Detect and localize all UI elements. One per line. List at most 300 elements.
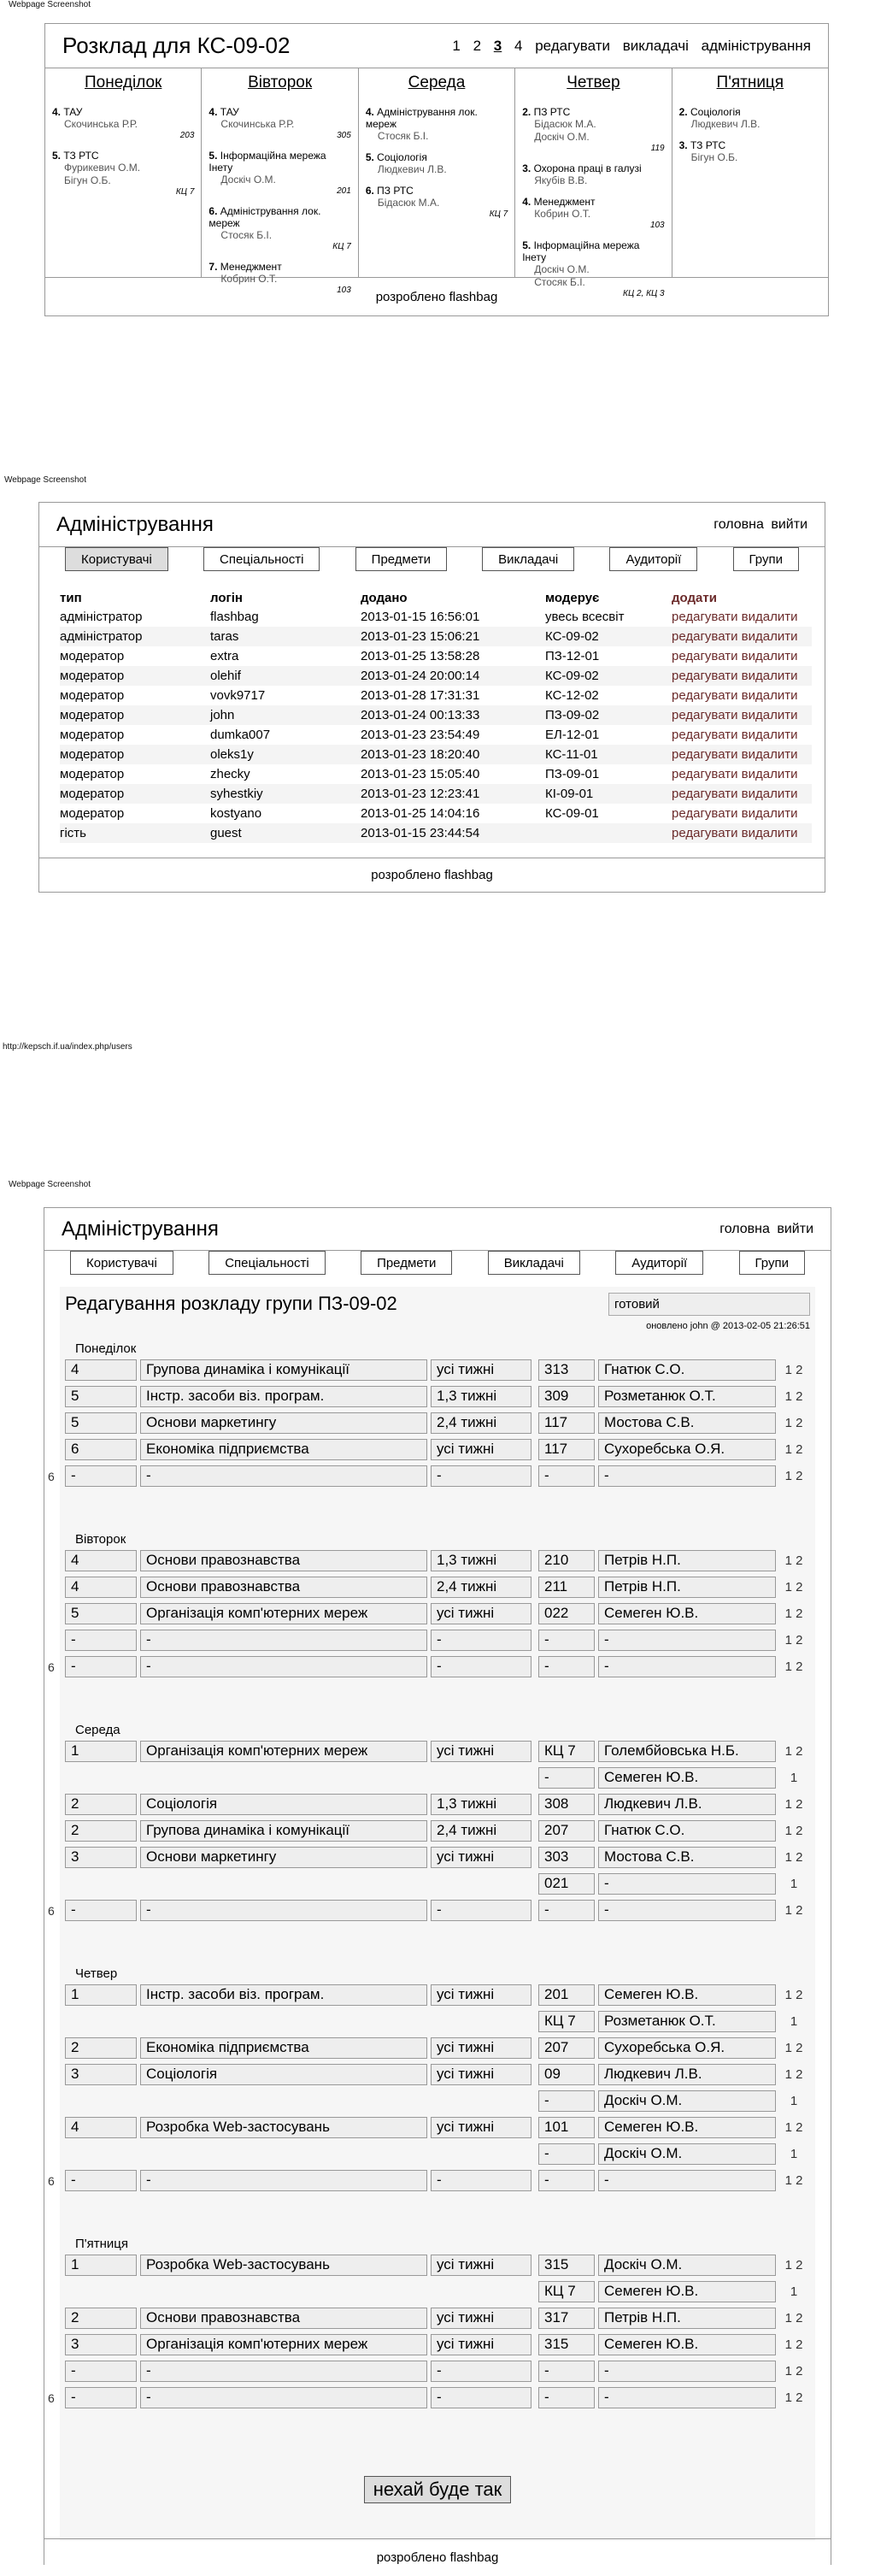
subject-field[interactable]: Економіка підприємства [140, 1439, 427, 1460]
subject-field[interactable]: - [140, 1465, 427, 1487]
room-field[interactable]: - [538, 1900, 595, 1921]
row-index: 6 [48, 2173, 55, 2188]
room-field[interactable]: - [538, 1767, 595, 1789]
week-toggle[interactable]: 1 2 [784, 1903, 803, 1918]
lesson-teacher: Стосяк Б.І. [534, 276, 585, 288]
tab-3[interactable]: Предмети [361, 1251, 452, 1275]
tab-3[interactable]: Предмети [355, 547, 447, 571]
tab-2[interactable]: Спеціальності [208, 1251, 325, 1275]
room-field[interactable]: - [538, 1465, 595, 1487]
user-cell: 2013-01-15 23:44:54 [361, 823, 545, 843]
room-field[interactable]: - [538, 1630, 595, 1651]
room-field[interactable]: - [538, 2170, 595, 2191]
week-toggle[interactable]: 1 2 [784, 1744, 803, 1759]
day-column [515, 68, 672, 298]
week-toggle[interactable]: 1 2 [784, 1580, 803, 1595]
subject-field[interactable]: Основи маркетингу [140, 1412, 427, 1434]
period-field[interactable]: 2 [65, 1820, 137, 1842]
weeks-field[interactable]: усі тижні [431, 2255, 531, 2276]
period-field[interactable]: - [65, 2361, 137, 2382]
page-link-4[interactable]: 4 [514, 37, 523, 54]
teacher-field[interactable]: Розметанюк О.Т. [598, 2011, 776, 2032]
lesson [679, 139, 821, 164]
lesson-subject: ТАУ [63, 106, 83, 118]
teacher-field[interactable]: Мостова С.В. [598, 1412, 776, 1434]
delete-user-link[interactable]: видалити [741, 767, 798, 781]
teacher-field[interactable]: Семеген Ю.В. [598, 2281, 776, 2302]
teacher-field[interactable]: Гнатюк С.О. [598, 1359, 776, 1381]
day-title: Понеділок [85, 74, 162, 91]
delete-user-link[interactable]: видалити [741, 728, 798, 742]
period-field[interactable]: - [65, 1900, 137, 1921]
user-cell: адміністратор [60, 610, 143, 624]
delete-user-link[interactable]: видалити [741, 649, 798, 663]
week-toggle[interactable]: 1 2 [784, 2041, 803, 2055]
room-field[interactable]: КЦ 7 [538, 2281, 595, 2302]
week-toggle[interactable]: 1 2 [784, 1553, 803, 1568]
teacher-field[interactable]: Семеген Ю.В. [598, 2334, 776, 2355]
week-toggle[interactable]: 1 2 [784, 2067, 803, 2082]
logout-link[interactable]: вийти [771, 516, 807, 532]
user-row [60, 764, 812, 784]
teacher-field[interactable]: Доскіч О.М. [598, 2090, 776, 2112]
room-field[interactable]: - [538, 2387, 595, 2408]
week-toggle[interactable]: 1 [790, 2284, 798, 2299]
lesson-row [60, 2061, 815, 2088]
weeks-field[interactable]: - [431, 2387, 531, 2408]
week-toggle[interactable]: 1 2 [784, 2390, 803, 2405]
lesson-row [60, 2331, 815, 2358]
teacher-field[interactable]: Мостова С.В. [598, 1847, 776, 1868]
period-field[interactable]: 4 [65, 1550, 137, 1571]
day-title: Четвер [75, 1966, 118, 1981]
edit-user-link[interactable]: редагувати [672, 728, 738, 742]
room-field[interactable]: 317 [538, 2308, 595, 2329]
lesson-number: 3. [522, 162, 531, 174]
weeks-field[interactable]: усі тижні [431, 2334, 531, 2355]
tab-5[interactable]: Аудиторії [615, 1251, 703, 1275]
subject-field[interactable]: - [140, 2387, 427, 2408]
weeks-field[interactable]: усі тижні [431, 1439, 531, 1460]
delete-user-link[interactable]: видалити [741, 688, 798, 703]
week-toggle[interactable]: 1 2 [784, 2120, 803, 2135]
teacher-field[interactable]: Семеген Ю.В. [598, 1984, 776, 2006]
teacher-field[interactable]: - [598, 1465, 776, 1487]
page-link-2[interactable]: 2 [473, 37, 482, 54]
room-field[interactable]: 09 [538, 2064, 595, 2085]
subject-field [140, 1873, 427, 1895]
user-row [60, 705, 812, 725]
teacher-field[interactable]: Петрів Н.П. [598, 1550, 776, 1571]
week-toggle[interactable]: 1 [790, 1877, 798, 1891]
lesson-row [48, 1463, 815, 1489]
week-toggle[interactable]: 1 2 [784, 1469, 803, 1483]
weeks-field[interactable]: 1,3 тижні [431, 1550, 531, 1571]
weeks-field[interactable]: - [431, 1656, 531, 1677]
user-cell: taras [210, 627, 361, 646]
user-cell: модератор [60, 688, 125, 703]
subject-field[interactable]: Основи правознавства [140, 1577, 427, 1598]
day-title: Вівторок [248, 74, 313, 91]
period-field[interactable]: 5 [65, 1603, 137, 1624]
room-field[interactable]: 117 [538, 1439, 595, 1460]
lesson-teacher: Доскіч О.М. [534, 131, 590, 143]
lesson-row [60, 2141, 815, 2167]
page-link-3[interactable]: 3 [493, 37, 502, 54]
teacher-field[interactable]: Людкевич Л.В. [598, 1794, 776, 1815]
teacher-field[interactable]: Гнатюк С.О. [598, 1820, 776, 1842]
room-field[interactable]: КЦ 7 [538, 1741, 595, 1762]
period-field[interactable]: 4 [65, 1359, 137, 1381]
delete-user-link[interactable]: видалити [741, 826, 798, 840]
teacher-field[interactable]: Сухоребська О.Я. [598, 1439, 776, 1460]
lesson-row [60, 1410, 815, 1436]
subject-field[interactable]: Економіка підприємства [140, 2037, 427, 2059]
subject-field[interactable]: Організація комп'ютерних мереж [140, 1741, 427, 1762]
week-toggle[interactable]: 1 2 [784, 2173, 803, 2188]
weeks-field[interactable]: усі тижні [431, 2064, 531, 2085]
room-field[interactable]: - [538, 2143, 595, 2165]
period-field[interactable]: 1 [65, 2255, 137, 2276]
room-field[interactable]: 315 [538, 2255, 595, 2276]
lesson-room: КЦ 7 [175, 187, 195, 197]
user-row [60, 804, 812, 823]
tab-2[interactable]: Спеціальності [203, 547, 320, 571]
subject-field[interactable]: Основи правознавства [140, 2308, 427, 2329]
lesson-teacher: Фурикевич О.М. [64, 162, 141, 174]
tab-6[interactable]: Групи [733, 547, 799, 571]
user-actions [672, 745, 812, 764]
edit-user-link[interactable]: редагувати [672, 767, 738, 781]
period-field[interactable]: 1 [65, 1741, 137, 1762]
lesson-row [48, 2167, 815, 2194]
updated-info: оновлено john @ 2013-02-05 21:26:51 [646, 1321, 810, 1331]
period-field[interactable]: 1 [65, 1984, 137, 2006]
user-cell: 2013-01-24 00:13:33 [361, 705, 545, 725]
teacher-field[interactable]: Семеген Ю.В. [598, 2117, 776, 2138]
week-toggle[interactable]: 1 2 [784, 1606, 803, 1621]
teacher-field[interactable]: Доскіч О.М. [598, 2255, 776, 2276]
user-cell: увесь всесвіт [545, 610, 625, 624]
period-field[interactable]: 2 [65, 1794, 137, 1815]
edit-user-link[interactable]: редагувати [672, 610, 738, 624]
period-field[interactable]: - [65, 2170, 137, 2191]
teacher-field[interactable]: - [598, 1656, 776, 1677]
delete-user-link[interactable]: видалити [741, 629, 798, 644]
teacher-field[interactable]: - [598, 1900, 776, 1921]
week-toggle[interactable]: 1 [790, 1771, 798, 1785]
weeks-field[interactable]: - [431, 1465, 531, 1487]
period-field[interactable]: - [65, 1465, 137, 1487]
lesson-row [48, 1897, 815, 1924]
home-link[interactable]: головна [714, 516, 764, 532]
period-field[interactable]: 5 [65, 1386, 137, 1407]
teacher-field[interactable]: Петрів Н.П. [598, 1577, 776, 1598]
subject-field[interactable]: - [140, 2361, 427, 2382]
subject-field[interactable]: Основи правознавства [140, 1550, 427, 1571]
subject-field[interactable]: Розробка Web-застосувань [140, 2255, 427, 2276]
teacher-field[interactable]: - [598, 1873, 776, 1895]
weeks-field[interactable]: - [431, 2361, 531, 2382]
weeks-field[interactable]: 1,3 тижні [431, 1794, 531, 1815]
lesson [366, 151, 508, 176]
tab-4[interactable]: Викладачі [482, 547, 574, 571]
week-toggle[interactable]: 1 2 [784, 1416, 803, 1430]
user-row [60, 745, 812, 764]
user-cell: 2013-01-24 20:00:14 [361, 666, 545, 686]
week-toggle[interactable]: 1 2 [784, 1389, 803, 1404]
week-toggle[interactable]: 1 2 [784, 1442, 803, 1457]
edit-user-link[interactable]: редагувати [672, 688, 738, 703]
period-field[interactable]: - [65, 2387, 137, 2408]
user-cell: 2013-01-23 15:05:40 [361, 767, 480, 781]
weeks-field[interactable]: 2,4 тижні [431, 1577, 531, 1598]
col-type: тип [60, 590, 82, 605]
teacher-field[interactable]: Доскіч О.М. [598, 2143, 776, 2165]
subject-field[interactable]: Соціологія [140, 2064, 427, 2085]
teacher-field[interactable]: Семеген Ю.В. [598, 1767, 776, 1789]
room-field[interactable]: - [538, 1656, 595, 1677]
week-toggle[interactable]: 1 2 [784, 1824, 803, 1838]
delete-user-link[interactable]: видалити [741, 806, 798, 821]
lesson-row [60, 1738, 815, 1765]
tab-6[interactable]: Групи [739, 1251, 805, 1275]
weeks-field[interactable]: усі тижні [431, 2308, 531, 2329]
room-field[interactable]: 309 [538, 1386, 595, 1407]
period-field[interactable]: 4 [65, 2117, 137, 2138]
week-toggle[interactable]: 1 2 [784, 1363, 803, 1377]
logout-link[interactable]: вийти [777, 1221, 813, 1236]
subject-field[interactable]: Групова динаміка і комунікації [140, 1359, 427, 1381]
subject-field[interactable]: Інстр. засоби віз. програм. [140, 1984, 427, 2006]
weeks-field[interactable]: - [431, 1630, 531, 1651]
tab-4[interactable]: Викладачі [488, 1251, 580, 1275]
subject-field[interactable]: Основи маркетингу [140, 1847, 427, 1868]
edit-user-link[interactable]: редагувати [672, 826, 738, 840]
lesson-number: 4. [52, 106, 62, 118]
week-toggle[interactable]: 1 2 [784, 1988, 803, 2002]
lesson [208, 261, 350, 296]
room-field[interactable]: 313 [538, 1359, 595, 1381]
teacher-field[interactable]: Людкевич Л.В. [598, 2064, 776, 2085]
week-toggle[interactable]: 1 2 [784, 2311, 803, 2325]
room-field[interactable]: 207 [538, 1820, 595, 1842]
subject-field[interactable]: Інстр. засоби віз. програм. [140, 1386, 427, 1407]
edit-user-link[interactable]: редагувати [672, 747, 738, 762]
lesson-teacher: Якубів В.В. [534, 174, 588, 186]
teacher-field[interactable]: Семеген Ю.В. [598, 1603, 776, 1624]
subject-field[interactable]: Соціологія [140, 1794, 427, 1815]
tab-1[interactable]: Користувачі [70, 1251, 173, 1275]
week-toggle[interactable]: 1 2 [784, 2337, 803, 2352]
room-field[interactable]: 303 [538, 1847, 595, 1868]
room-field[interactable]: 021 [538, 1873, 595, 1895]
lesson-teacher: Бігун О.Б. [64, 174, 111, 186]
subject-field[interactable]: - [140, 1656, 427, 1677]
user-row [60, 725, 812, 745]
edit-user-link[interactable]: редагувати [672, 708, 738, 722]
subject-field [140, 2011, 427, 2032]
period-field[interactable]: - [65, 1656, 137, 1677]
lesson-number: 5. [522, 239, 531, 251]
lesson [522, 106, 664, 154]
lesson-room: КЦ 7 [332, 242, 351, 251]
subject-field[interactable]: Групова динаміка і комунікації [140, 1820, 427, 1842]
edit-user-link[interactable]: редагувати [672, 806, 738, 821]
save-button[interactable]: нехай буде так [364, 2476, 512, 2503]
room-field[interactable]: 022 [538, 1603, 595, 1624]
admin-users-panel [38, 502, 825, 893]
lesson-row [60, 1982, 815, 2008]
week-toggle[interactable]: 1 2 [784, 1633, 803, 1648]
week-toggle[interactable]: 1 [790, 2014, 798, 2029]
weeks-field[interactable]: - [431, 2170, 531, 2191]
teacher-field[interactable]: - [598, 2387, 776, 2408]
week-toggle[interactable]: 1 2 [784, 1850, 803, 1865]
weeks-field [431, 1767, 531, 1789]
period-field[interactable]: 3 [65, 2064, 137, 2085]
period-field[interactable]: - [65, 1630, 137, 1651]
lesson-subject: Менеджмент [533, 196, 596, 208]
delete-user-link[interactable]: видалити [741, 610, 798, 624]
teacher-field[interactable]: - [598, 2361, 776, 2382]
edit-user-link[interactable]: редагувати [672, 629, 738, 644]
subject-field[interactable]: - [140, 1900, 427, 1921]
lesson-row [60, 2278, 815, 2305]
lesson [522, 239, 664, 299]
lesson-row [60, 2114, 815, 2141]
add-user-link[interactable]: додати [672, 590, 717, 605]
period-field[interactable]: 3 [65, 1847, 137, 1868]
user-cell: ПЗ-09-01 [545, 767, 600, 781]
user-cell: 2013-01-25 14:04:16 [361, 806, 480, 821]
teacher-field[interactable]: Петрів Н.П. [598, 2308, 776, 2329]
teacher-field[interactable]: - [598, 2170, 776, 2191]
edit-user-link[interactable]: редагувати [672, 649, 738, 663]
lesson-room: 201 [337, 186, 351, 196]
lesson-number: 4. [522, 196, 531, 208]
subject-field[interactable]: Організація комп'ютерних мереж [140, 1603, 427, 1624]
week-toggle[interactable]: 1 2 [784, 2258, 803, 2272]
weeks-field[interactable]: усі тижні [431, 1847, 531, 1868]
day-block [48, 1719, 815, 1963]
room-field[interactable]: 308 [538, 1794, 595, 1815]
weeks-field[interactable]: 2,4 тижні [431, 1820, 531, 1842]
edit-user-link[interactable]: редагувати [672, 669, 738, 683]
room-field[interactable]: 117 [538, 1412, 595, 1434]
lesson-row [60, 1600, 815, 1627]
lesson-title [52, 106, 194, 118]
teacher-field[interactable]: Розметанюк О.Т. [598, 1386, 776, 1407]
room-field[interactable]: 210 [538, 1550, 595, 1571]
week-toggle[interactable]: 1 [790, 2147, 798, 2161]
room-field[interactable]: 201 [538, 1984, 595, 2006]
weeks-field[interactable]: усі тижні [431, 2117, 531, 2138]
status-field[interactable] [608, 1293, 810, 1316]
edit-user-link[interactable]: редагувати [672, 787, 738, 801]
week-toggle[interactable]: 1 2 [784, 2364, 803, 2379]
user-cell: КС-09-01 [545, 806, 599, 821]
day-block [48, 2233, 815, 2450]
weeks-field[interactable]: 2,4 тижні [431, 1412, 531, 1434]
admin-link[interactable]: адміністрування [701, 37, 811, 54]
subject-field[interactable]: Організація комп'ютерних мереж [140, 2334, 427, 2355]
period-field[interactable]: 4 [65, 1577, 137, 1598]
lesson-title [366, 151, 508, 163]
delete-user-link[interactable]: видалити [741, 747, 798, 762]
period-field[interactable]: 3 [65, 2334, 137, 2355]
weeks-field[interactable]: усі тижні [431, 1359, 531, 1381]
period-field[interactable]: 5 [65, 1412, 137, 1434]
lesson-title [208, 261, 350, 273]
weeks-field[interactable]: усі тижні [431, 2037, 531, 2059]
period-field [65, 2281, 137, 2302]
lesson-row [60, 2035, 815, 2061]
user-cell: 2013-01-15 16:56:01 [361, 610, 480, 624]
room-field[interactable]: 207 [538, 2037, 595, 2059]
room-field[interactable]: - [538, 2361, 595, 2382]
tab-5[interactable]: Аудиторії [609, 547, 697, 571]
home-link[interactable]: головна [719, 1221, 770, 1236]
user-cell: гість [60, 823, 210, 843]
teacher-field[interactable]: Голембйовська Н.Б. [598, 1741, 776, 1762]
delete-user-link[interactable]: видалити [741, 669, 798, 683]
lesson-room: 203 [179, 131, 195, 140]
weeks-field[interactable]: 1,3 тижні [431, 1386, 531, 1407]
edit-link[interactable]: редагувати [535, 37, 611, 54]
user-actions [672, 784, 812, 804]
lesson-subject: Соціологія [690, 106, 741, 118]
room-field[interactable]: КЦ 7 [538, 2011, 595, 2032]
lesson-row [60, 1436, 815, 1463]
room-field[interactable]: - [538, 2090, 595, 2112]
teachers-link[interactable]: викладачі [622, 37, 689, 54]
user-cell: flashbag [210, 610, 259, 624]
lesson-teacher: Скочинська Р.Р. [64, 118, 138, 130]
week-toggle[interactable]: 1 2 [784, 1659, 803, 1674]
admin-edit-panel [44, 1207, 831, 2565]
page-link-1[interactable]: 1 [452, 37, 461, 54]
weeks-field[interactable]: усі тижні [431, 1603, 531, 1624]
period-field[interactable]: 2 [65, 2037, 137, 2059]
weeks-field[interactable]: усі тижні [431, 1984, 531, 2006]
week-toggle[interactable]: 1 2 [784, 1797, 803, 1812]
room-field[interactable]: 211 [538, 1577, 595, 1598]
subject-field[interactable]: Розробка Web-застосувань [140, 2117, 427, 2138]
period-field[interactable]: 2 [65, 2308, 137, 2329]
delete-user-link[interactable]: видалити [741, 787, 798, 801]
room-field[interactable]: 315 [538, 2334, 595, 2355]
room-field[interactable]: 101 [538, 2117, 595, 2138]
user-cell: адміністратор [60, 627, 210, 646]
lesson-subject: Інформаційна мережа Інету [522, 239, 640, 263]
edit-schedule-form [48, 1287, 815, 2541]
subject-field[interactable]: - [140, 2170, 427, 2191]
teacher-field[interactable]: - [598, 1630, 776, 1651]
period-field[interactable]: 6 [65, 1439, 137, 1460]
delete-user-link[interactable]: видалити [741, 708, 798, 722]
period-field [65, 2090, 137, 2112]
weeks-field[interactable]: - [431, 1900, 531, 1921]
subject-field[interactable]: - [140, 1630, 427, 1651]
footer: розроблено flashbag [45, 277, 828, 315]
tab-1[interactable]: Користувачі [65, 547, 168, 571]
teacher-field[interactable]: Сухоребська О.Я. [598, 2037, 776, 2059]
weeks-field [431, 2011, 531, 2032]
week-toggle[interactable]: 1 [790, 2094, 798, 2108]
weeks-field[interactable]: усі тижні [431, 1741, 531, 1762]
lesson-subject: ПЗ РТС [533, 106, 571, 118]
